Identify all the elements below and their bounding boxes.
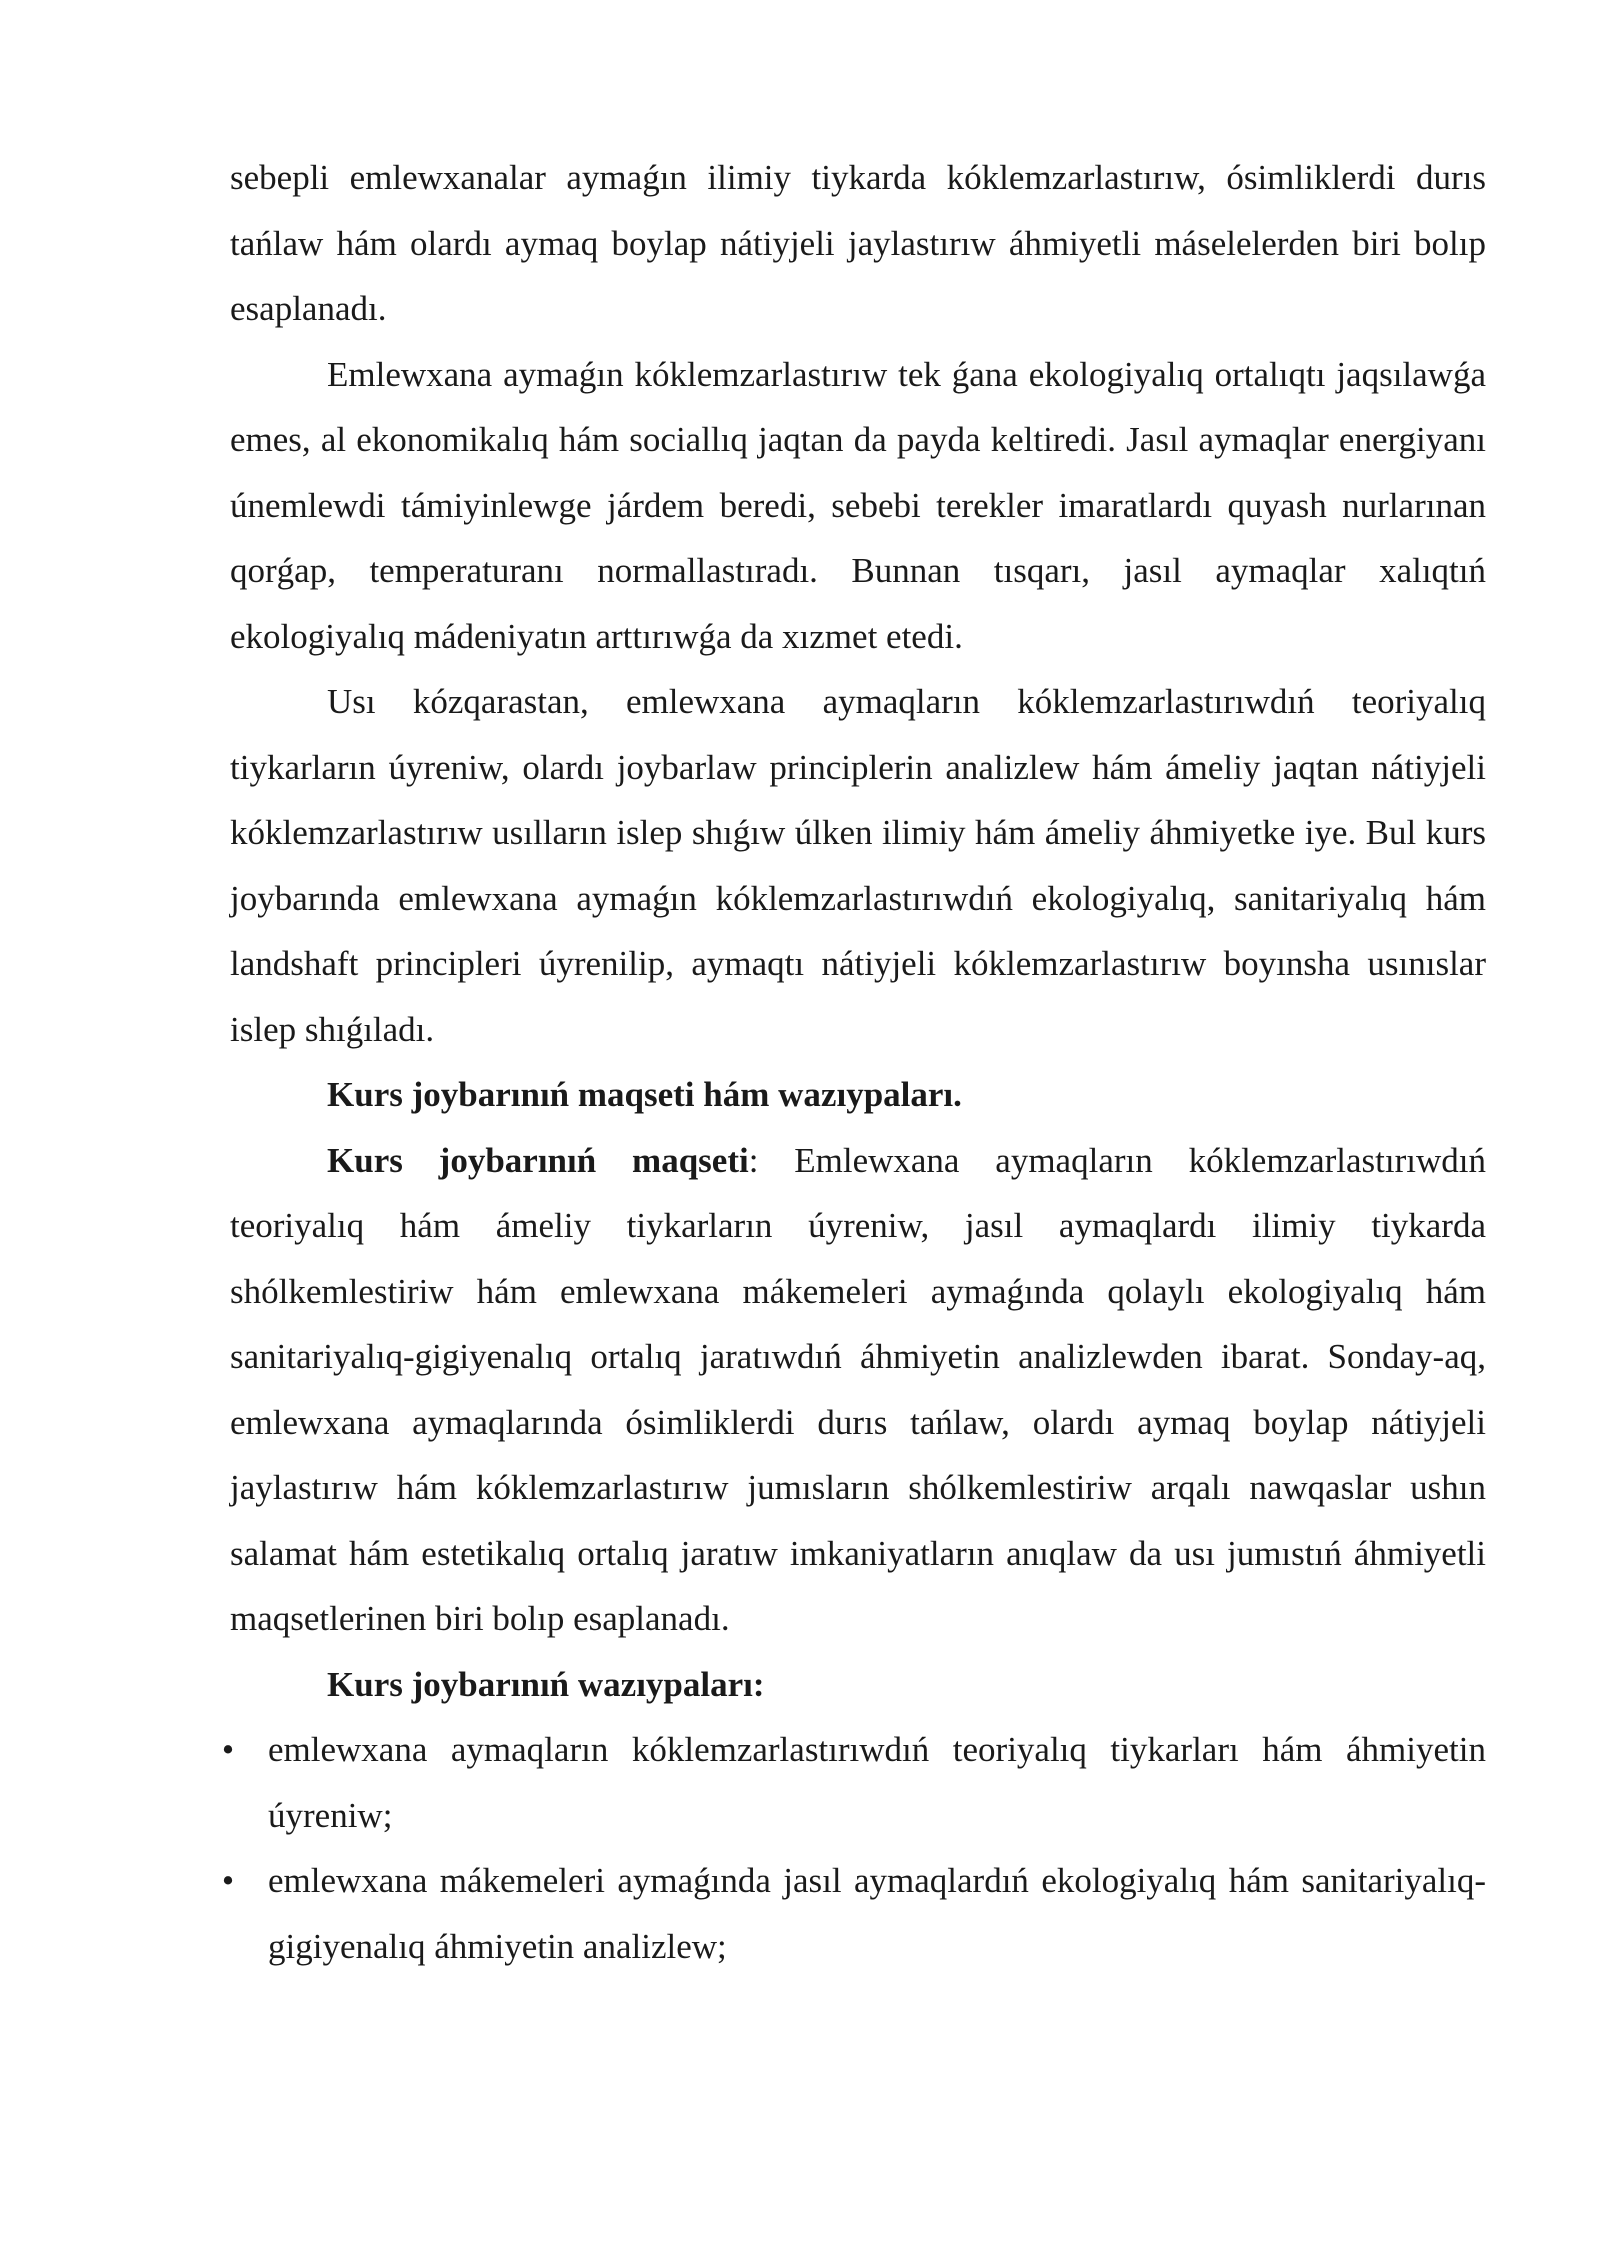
list-item <box>221 1717 1486 1848</box>
list-item <box>221 1848 1486 1979</box>
goal-text: : Emlewxana aymaqların kóklemzarlastırıwdıń teoriyalıq hám ámeliy tiykarların úyreniw, jasıl aymaqlardı ilimiy tiykarda shólkemlestiriw hám emlewxana mákemeleri aymaǵında qolaylı ekologiyalıq hám sanitariyalıq-gigiyenalıq ortalıq jaratıwdıń áhmiyetin analizlewden ibarat. Sonday-aq, emlewxana aymaqlarında ósimliklerdi durıs tańlaw, olardı aymaq boylap nátiyjeli jaylastırıw hám kóklemzarlastırıw jumısların shólkemlestiriw arqalı nawqaslar ushın salamat hám estetikalıq ortalıq jaratıw imkaniyatların anıqlaw da usı jumıstıń áhmiyetli maqsetlerinen biri bolıp esaplanadı. <box>230 1140 1486 1638</box>
document-page <box>221 145 1486 1979</box>
task-text: emlewxana mákemeleri aymaǵında jasıl aymaqlardıń ekologiyalıq hám sanitariyalıq-gigiyenalıq áhmiyetin analizlew; <box>268 1861 1486 1966</box>
section-heading-goals-and-tasks: Kurs joybarınıń maqseti hám wazıypaları. <box>327 1075 962 1114</box>
task-list <box>221 1717 1486 1979</box>
bullet-icon: • <box>221 1730 235 1769</box>
tasks-heading: Kurs joybarınıń wazıypaları: <box>327 1664 765 1704</box>
paragraph-relevance: Usı kózqarastan, emlewxana aymaqların kóklemzarlastırıwdıń teoriyalıq tiykarların úyreniw, olardı joybarlaw principlerin analizlew hám ámeliy jaqtan nátiyjeli kóklemzarlastırıw usılların islep shıǵıw úlken ilimiy hám ámeliy áhmiyetke iye. Bul kurs joybarında emlewxana aymaǵın kóklemzarlastırıwdıń ekologiyalıq, sanitariyalıq hám landshaft principleri úyrenilip, aymaqtı nátiyjeli kóklemzarlastırıw boyınsha usınıslar islep shıǵıladı. <box>230 682 1486 1049</box>
paragraph-intro-continuation: sebepli emlewxanalar aymaǵın ilimiy tiykarda kóklemzarlastırıw, ósimliklerdi durıs tańlaw hám olardı aymaq boylap nátiyjeli jaylastırıw áhmiyetli máselelerden biri bolıp esaplanadı. <box>230 158 1486 328</box>
bullet-icon: • <box>221 1861 235 1900</box>
goal-label: Kurs joybarınıń maqseti <box>327 1140 749 1180</box>
paragraph-greening-benefits: Emlewxana aymaǵın kóklemzarlastırıw tek ǵana ekologiyalıq ortalıqtı jaqsılawǵa emes, al ekonomikalıq hám sociallıq jaqtan da payda keltiredi. Jasıl aymaqlar energiyanı únemlewdi támiyinlewge járdem beredi, sebebi terekler imaratlardı quyash nurlarınan qorǵap, temperaturanı normallastıradı. Bunnan tısqarı, jasıl aymaqlar xalıqtıń ekologiyalıq mádeniyatın arttırıwǵa da xızmet etedi. <box>230 354 1486 656</box>
task-text: emlewxana aymaqların kóklemzarlastırıwdıń teoriyalıq tiykarları hám áhmiyetin úyreniw; <box>268 1730 1486 1835</box>
paragraph-goal <box>230 1128 1486 1652</box>
